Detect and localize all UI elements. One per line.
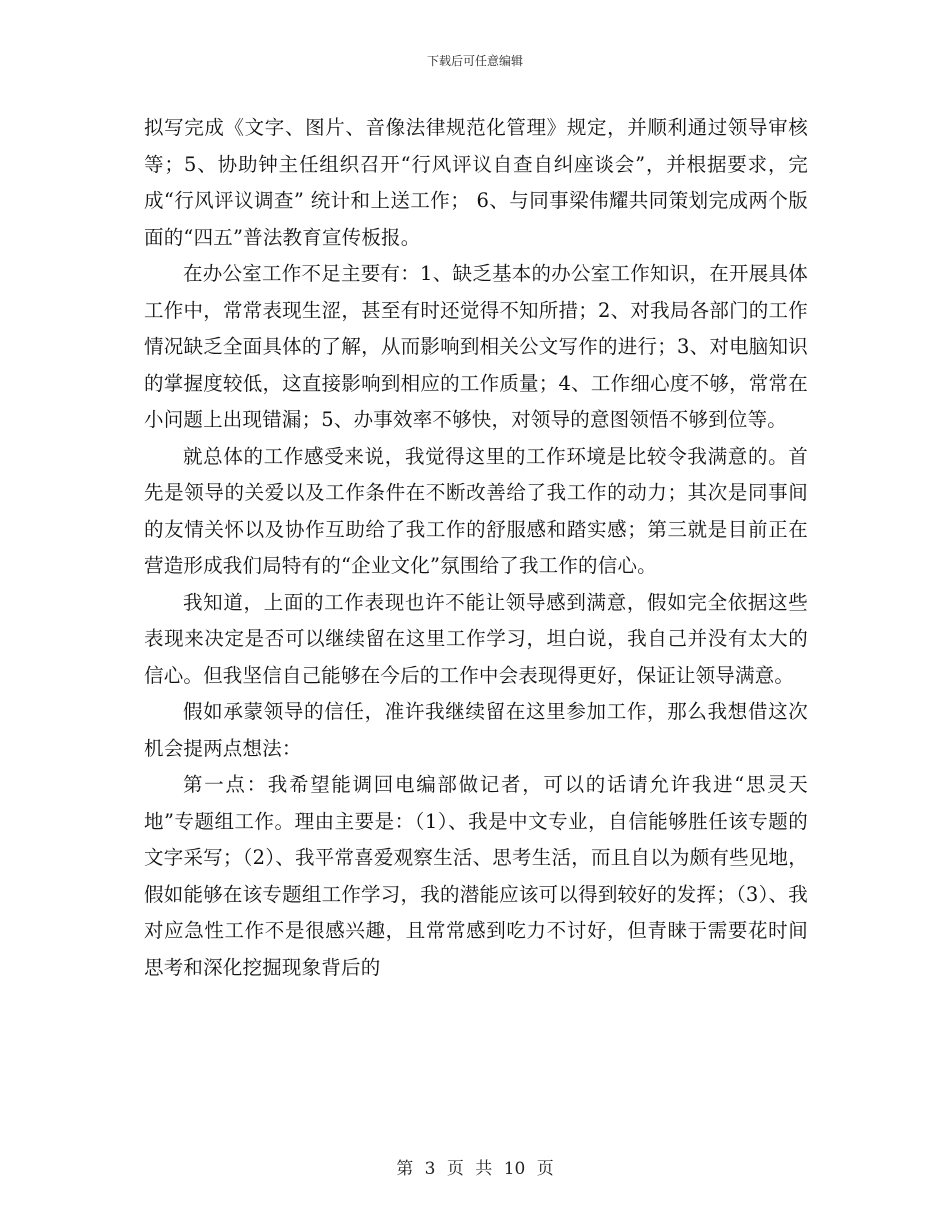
paragraph: 第一点：我希望能调回电编部做记者，可以的话请允许我进“思灵天地”专题组工作。理由主要是：（1）、我是中文专业，自信能够胜任该专题的文字采写；（2）、我平常喜爱观察生活、思考生活，而且自以为颇有些见地，假如能够在该专题组工作学习，我的潜能应该可以得到较好的发挥；（3）、我对应急性工作不是很感兴趣，且常常感到吃力不讨好，但青睐于需要花时间思考和深化挖掘现象背后的 <box>144 773 808 979</box>
page-header: 下载后可任意编辑 <box>426 54 523 68</box>
paragraph: 假如承蒙领导的信任，准许我继续留在这里参加工作，那么我想借这次机会提两点想法： <box>144 700 808 760</box>
paragraph: 拟写完成《文字、图片、音像法律规范化管理》规定，并顺利通过领导审核等；5、协助钟主任组织召开“行风评议自查自纠座谈会”，并根据要求，完成“行风评议调查” 统计和上送工作； 6、与同事梁伟耀共同策划完成两个版面的“四五”普法教育宣传板报。 <box>144 116 808 249</box>
page-number-footer: 第 3 页 共 10 页 <box>396 1159 554 1179</box>
paragraph: 在办公室工作不足主要有：1、缺乏基本的办公室工作知识，在开展具体工作中，常常表现生涩，甚至有时还觉得不知所措；2、对我局各部门的工作情况缺乏全面具体的了解，从而影响到相关公文写作的进行；3、对电脑知识的掌握度较低，这直接影响到相应的工作质量；4、工作细心度不够，常常在小问题上出现错漏；5、办事效率不够快，对领导的意图领悟不够到位等。 <box>144 262 808 431</box>
paragraph: 我知道，上面的工作表现也许不能让领导感到满意，假如完全依据这些表现来决定是否可以继续留在这里工作学习，坦白说，我自己并没有太大的信心。但我坚信自己能够在今后的工作中会表现得更好，保证让领导满意。 <box>144 590 808 687</box>
document-body <box>144 110 808 986</box>
paragraph: 就总体的工作感受来说，我觉得这里的工作环境是比较令我满意的。首先是领导的关爱以及工作条件在不断改善给了我工作的动力；其次是同事间的友情关怀以及协作互助给了我工作的舒服感和踏实感；第三就是目前正在营造形成我们局特有的“企业文化”氛围给了我工作的信心。 <box>144 444 808 577</box>
